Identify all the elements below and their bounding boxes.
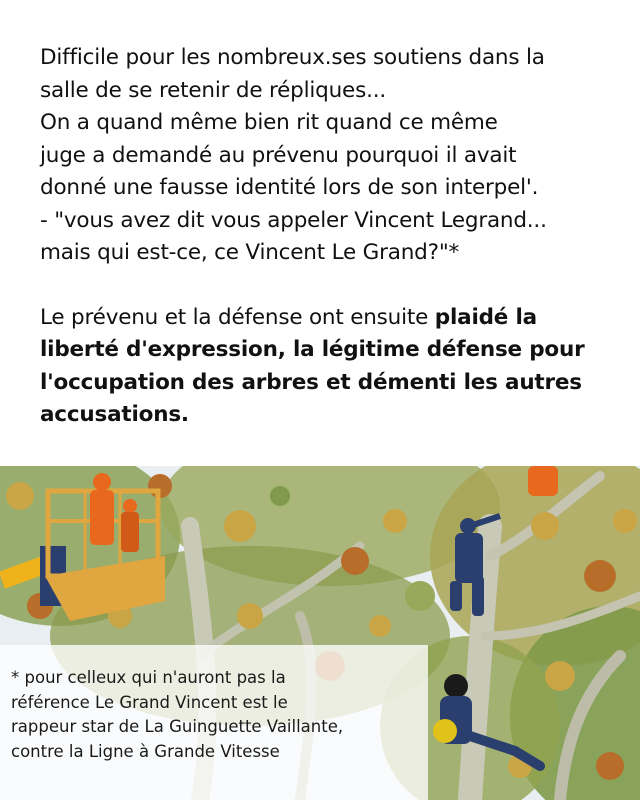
caption-line: référence Le Grand Vincent est le — [11, 692, 288, 712]
text-line: Difficile pour les nombreux.ses soutiens dans la — [40, 45, 545, 70]
caption-line: rappeur star de La Guinguette Vaillante, — [11, 717, 344, 736]
caption-line: contre la Ligne à Grande Vitesse — [11, 741, 280, 761]
text-line: - "vous avez dit vous appeler Vincent Legrand... — [40, 207, 547, 233]
text-bold: plaidé la — [434, 304, 537, 330]
paragraph-gap — [40, 270, 620, 302]
text-bold-line: accusations. — [40, 402, 189, 427]
caption-line: * pour celleux qui n'auront pas la — [11, 668, 286, 687]
text-line: salle de se retenir de répliques... — [40, 77, 386, 103]
text-line: donné une fausse identité lors de son interpel'. — [40, 175, 539, 200]
article-text — [40, 42, 620, 432]
text-line-mixed — [40, 302, 620, 335]
text-bold-line: liberté d'expression, la légitime défense pour — [40, 337, 585, 362]
climber-top-right — [528, 466, 558, 496]
text-normal: Le prévenu et la défense ont ensuite — [40, 304, 435, 330]
text-line: On a quand même bien rit quand ce même — [40, 110, 498, 135]
text-line: mais qui est-ce, ce Vincent Le Grand?"* — [40, 240, 460, 265]
text-bold-line: l'occupation des arbres et démenti les autres — [40, 369, 582, 395]
photo-caption — [11, 666, 431, 764]
text-line: juge a demandé au prévenu pourquoi il avait — [40, 142, 517, 168]
